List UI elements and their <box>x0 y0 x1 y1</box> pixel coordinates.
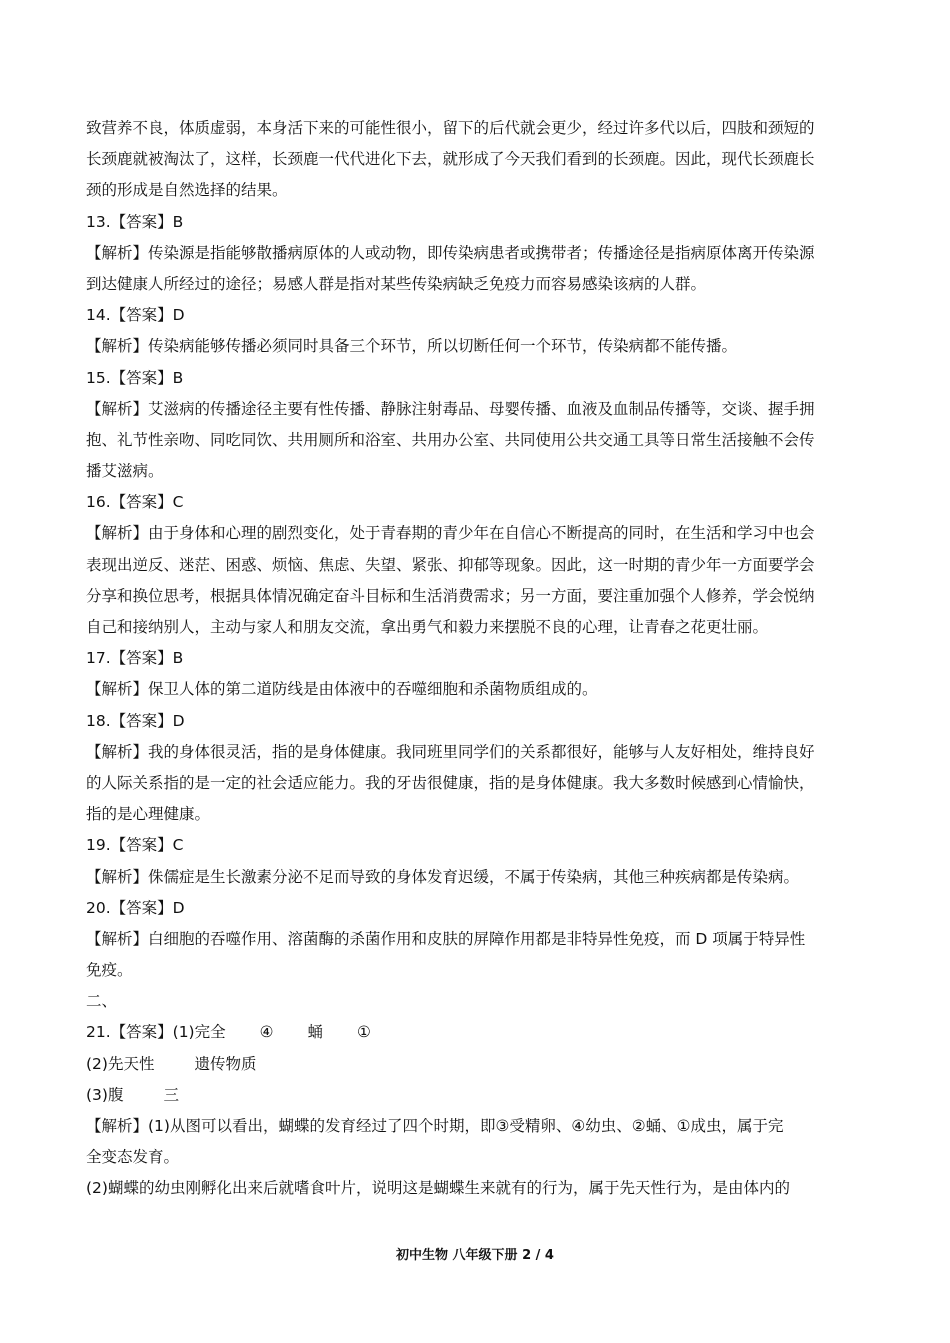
analysis-line: 的人际关系指的是一定的社会适应能力。我的牙齿很健康，指的是身体健康。我大多数时候感到心情愉快， <box>86 773 815 792</box>
answer-21-part: ④ <box>259 1023 274 1042</box>
analysis-line: 自己和接纳别人，主动与家人和朋友交流，拿出勇气和毅力来摆脱不良的心理，让青春之花更壮丽。 <box>86 618 769 636</box>
analysis-line: 表现出逆反、迷茫、困惑、烦恼、焦虑、失望、紧张、抑郁等现象。因此，这一时期的青少年一方面要学会 <box>86 555 815 574</box>
analysis-line: 【解析】传染源是指能够散播病原体的人或动物，即传染病患者或携带者；传播途径是指病原体离开传染源 <box>86 243 815 262</box>
answer-18: 18.【答案】D <box>86 711 185 730</box>
analysis-line: 【解析】我的身体很灵活，指的是身体健康。我同班里同学们的关系都很好，能够与人友好相处，维持良好 <box>86 742 815 761</box>
answer-14: 14.【答案】D <box>86 306 185 325</box>
answer-16: 16.【答案】C <box>86 493 184 512</box>
analysis-line: 播艾滋病。 <box>86 462 164 481</box>
answer-21-sub2-a: (2)先天性 <box>86 1054 155 1073</box>
answer-15: 15.【答案】B <box>86 368 184 387</box>
answer-19: 19.【答案】C <box>86 836 184 855</box>
analysis-line: 【解析】(1)从图可以看出，蝴蝶的发育经过了四个时期，即③受精卵、④幼虫、②蛹、①成虫，属于完 <box>86 1117 784 1135</box>
text-line: 长颈鹿就被淘汰了，这样，长颈鹿一代代进化下去，就形成了今天我们看到的长颈鹿。因此，现代长颈鹿长 <box>86 150 815 169</box>
answer-21-part: ① <box>357 1023 371 1042</box>
analysis-line: (2)蝴蝶的幼虫刚孵化出来后就嗜食叶片，说明这是蝴蝶生来就有的行为，属于先天性行为，是由体内的 <box>86 1179 790 1198</box>
analysis-line: 【解析】传染病能够传播必须同时具备三个环节，所以切断任何一个环节，传染病都不能传播。 <box>86 337 738 356</box>
analysis-line: 抱、礼节性亲吻、同吃同饮、共用厕所和浴室、共用办公室、共同使用公共交通工具等日常生活接触不会传 <box>86 430 815 449</box>
analysis-line: 到达健康人所经过的途径；易感人群是指对某些传染病缺乏免疫力而容易感染该病的人群。 <box>86 274 707 293</box>
page-footer: 初中生物 八年级下册 2 / 4 <box>396 1248 554 1263</box>
analysis-line: 分享和换位思考，根据具体情况确定奋斗目标和生活消费需求；另一方面，要注重加强个人修养，学会悦纳 <box>86 586 815 605</box>
answer-21-part: 蛹 <box>307 1023 324 1042</box>
analysis-line: 【解析】保卫人体的第二道防线是由体液中的吞噬细胞和杀菌物质组成的。 <box>86 680 598 699</box>
answer-21-sub2-b: 遗传物质 <box>194 1054 257 1073</box>
analysis-line: 全变态发育。 <box>86 1148 180 1167</box>
analysis-line: 免疫。 <box>86 961 133 980</box>
answer-analysis-content <box>86 113 846 1205</box>
answer-17: 17.【答案】B <box>86 649 184 668</box>
answer-21-sub3-a: (3)腹 <box>86 1085 124 1104</box>
answer-21-sub3-b: 三 <box>163 1085 179 1104</box>
answer-21-sub2 <box>86 1049 846 1080</box>
answer-21 <box>86 1017 846 1048</box>
answer-21-prefix: 21.【答案】(1)完全 <box>86 1023 226 1042</box>
answer-13: 13.【答案】B <box>86 212 184 231</box>
text-line: 致营养不良，体质虚弱，本身活下来的可能性很小，留下的后代就会更少，经过许多代以后，四肢和颈短的 <box>86 119 815 137</box>
analysis-line: 【解析】艾滋病的传播途径主要有性传播、静脉注射毒品、母婴传播、血液及血制品传播等，交谈、握手拥 <box>86 399 815 418</box>
answer-21-sub3 <box>86 1080 846 1111</box>
analysis-line: 【解析】侏儒症是生长激素分泌不足而导致的身体发育迟缓，不属于传染病，其他三种疾病都是传染病。 <box>86 867 800 886</box>
answer-20: 20.【答案】D <box>86 898 185 917</box>
analysis-line: 【解析】白细胞的吞噬作用、溶菌酶的杀菌作用和皮肤的屏障作用都是非特异性免疫，而 D 项属于特异性 <box>86 929 806 948</box>
text-line: 颈的形成是自然选择的结果。 <box>86 181 288 200</box>
analysis-line: 【解析】由于身体和心理的剧烈变化，处于青春期的青少年在自信心不断提高的同时，在生活和学习中也会 <box>86 524 815 543</box>
analysis-line: 指的是心理健康。 <box>86 805 211 824</box>
section-heading: 二、 <box>86 992 118 1011</box>
